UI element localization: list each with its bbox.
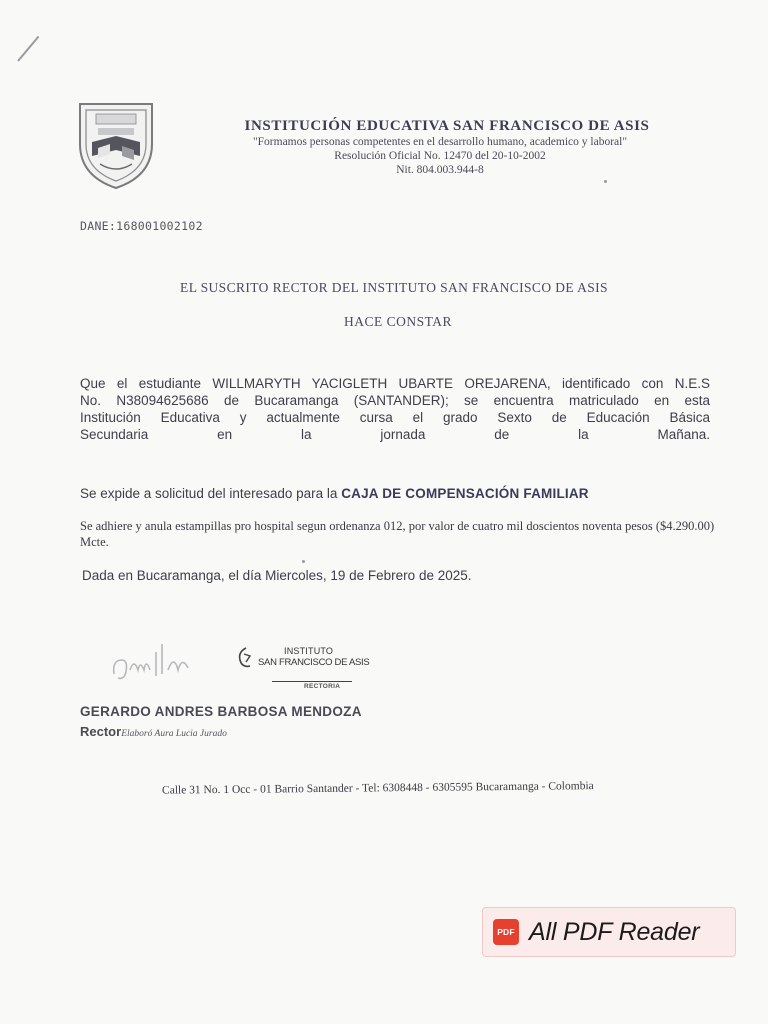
stamp-rule [272,681,352,682]
nit-line: Nit. 804.003.944-8 [396,164,484,176]
request-line [80,486,589,501]
institution-name: INSTITUCIÓN EDUCATIVA SAN FRANCISCO DE ASIS [244,118,650,134]
stamp-line-1: INSTITUTO [284,646,334,656]
stamp-tax-text: Se adhiere y anula estampillas pro hospital segun ordenanza 012, por valor de cuatro mil doscientos noventa pesos ($4.290.00) Mcte. [80,519,715,549]
rector-seal [232,640,370,694]
issued-date-line: Dada en Bucaramanga, el día Miercoles, 19 de Febrero de 2025. [82,568,472,583]
request-prefix: Se expide a solicitud del interesado para la [80,486,338,501]
request-entity: CAJA DE COMPENSACIÓN FAMILIAR [341,486,589,501]
body-line: Que el estudiante WILLMARYTH YACIGLETH UBARTE OREJARENA, identificado con N.E.S [80,376,710,391]
pdf-icon: PDF [493,919,519,945]
certificate-body [80,375,710,443]
scan-speck [302,560,305,563]
handwritten-signature-icon [108,630,198,690]
dane-code: DANE:168001002102 [80,219,203,233]
all-pdf-reader-badge[interactable] [482,907,736,957]
prepared-by: Elaboró Aura Lucia Jurado [121,729,227,739]
stamp-line-3: RECTORIA [304,683,341,690]
body-line: Secundaria en la jornada de la Mañana. [80,427,710,442]
body-line: Institución Educativa y actualmente cursa el grado Sexto de Educación Básica [80,410,710,425]
rector-role-line [80,724,227,739]
scan-speck [604,180,607,183]
rector-seal-icon [236,646,256,670]
hace-constar-heading: HACE CONSTAR [343,314,453,329]
footer-address: Calle 31 No. 1 Occ - 01 Barrio Santander - Tel: 6308448 - 6305595 Bucaramanga - Colombia [161,780,594,797]
rector-name: GERARDO ANDRES BARBOSA MENDOZA [80,704,362,719]
institution-motto: "Formamos personas competentes en el desarrollo humano, academico y laboral" [252,136,628,148]
scan-mark [17,36,39,62]
app-name: All PDF Reader [529,917,700,946]
body-line: No. N38094625686 de Bucaramanga (SANTANDER); se encuentra matriculado en esta [80,393,710,408]
resolution-line: Resolución Oficial No. 12470 del 20-10-2002 [334,150,546,162]
letterhead [190,118,690,177]
rector-role: Rector [80,724,122,739]
rector-heading: EL SUSCRITO RECTOR DEL INSTITUTO SAN FRANCISCO DE ASIS [180,280,608,295]
stamp-line-2: SAN FRANCISCO DE ASIS [258,657,370,668]
school-crest-icon [76,98,156,190]
